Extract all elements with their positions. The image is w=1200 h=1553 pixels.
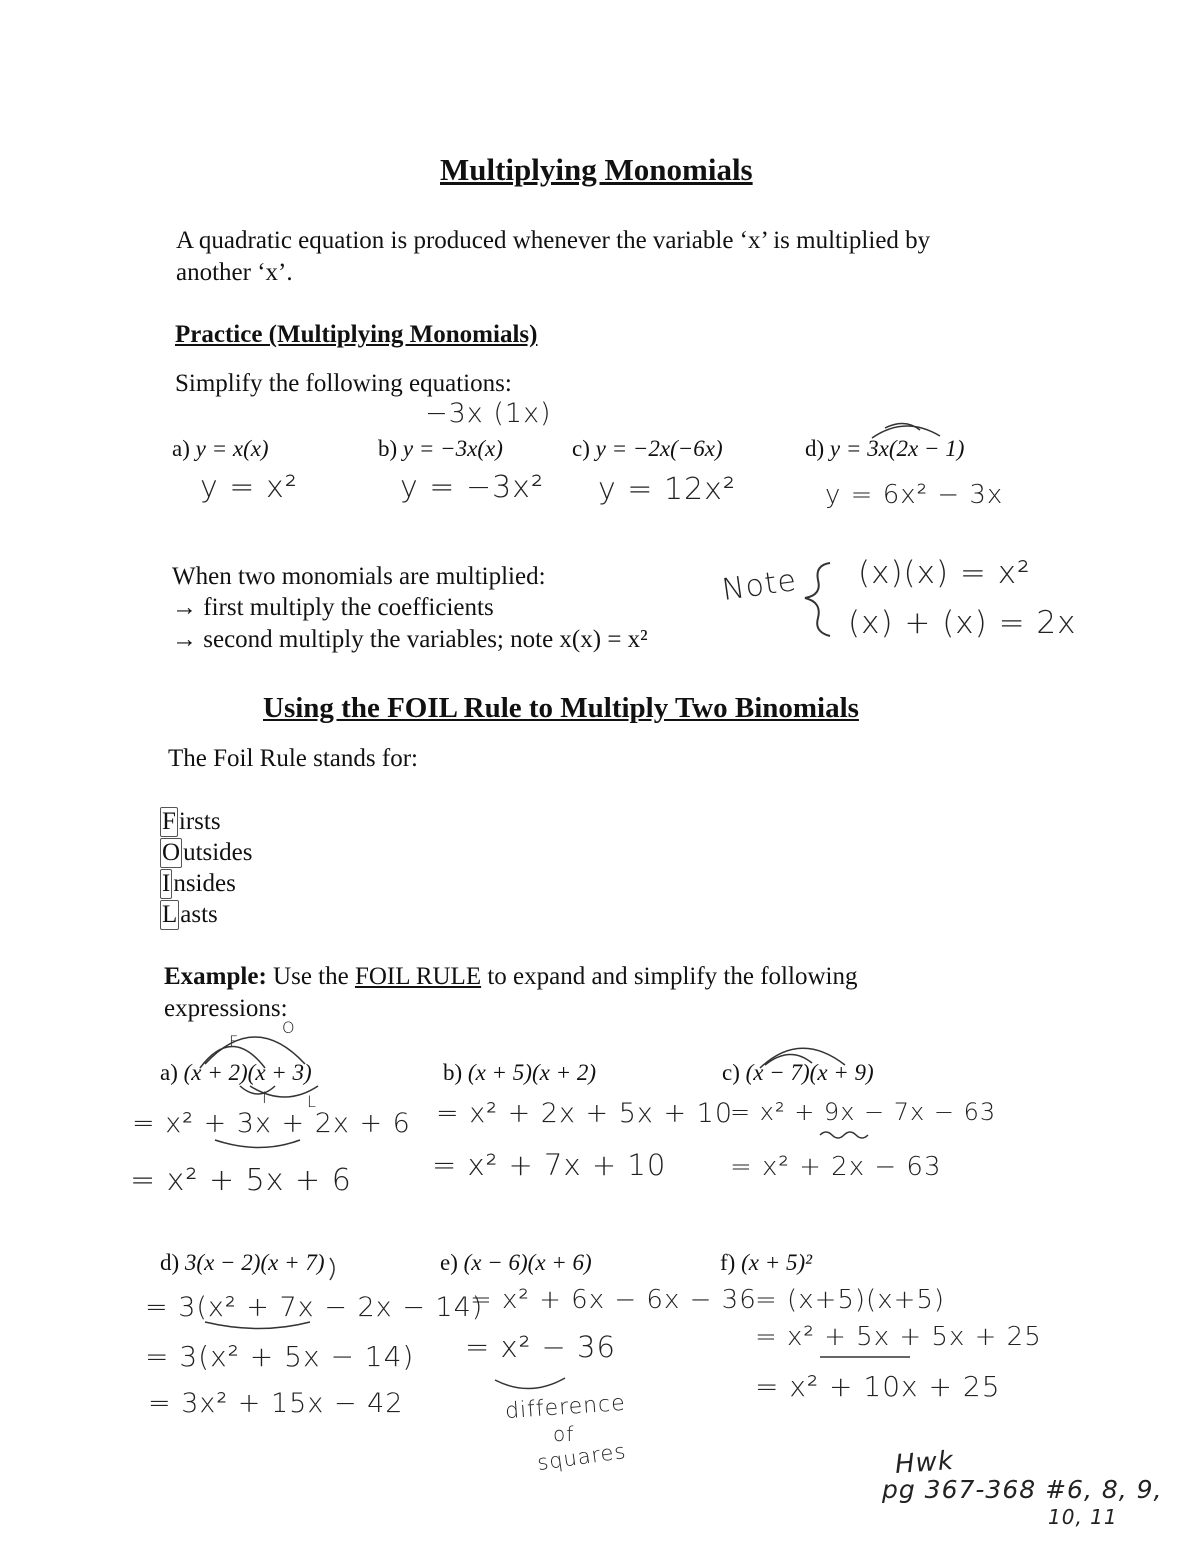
distribution-arc-d	[872, 426, 940, 438]
example-d-step-2: = 3(x² + 5x − 14)	[145, 1340, 415, 1373]
foil-word-firsts: F irsts	[162, 808, 221, 835]
bracket-mark-d	[330, 1258, 334, 1280]
practice-answer-d: y = 6x² − 3x	[825, 480, 1004, 510]
foil-initial: L	[162, 901, 178, 928]
difference-underline-e	[495, 1378, 565, 1389]
intro-paragraph: A quadratic equation is produced whenever the variable ‘x’ is multiplied by another ‘x’.	[176, 227, 931, 286]
practice-answer-b: y = −3x²	[400, 470, 544, 505]
foil-mark-inside: I	[262, 1088, 268, 1107]
example-d-step-3: = 3x² + 15x − 42	[148, 1388, 404, 1419]
page-title: Multiplying Monomials	[440, 152, 753, 187]
difference-note-line-2: of	[553, 1422, 575, 1446]
example-c-step-2: = x² + 2x − 63	[730, 1152, 942, 1182]
foil-mark-outside: O	[282, 1018, 296, 1037]
foil-initial: O	[162, 839, 181, 866]
example-f-step-1: = (x+5)(x+5)	[755, 1285, 946, 1315]
problem-expression: y = x(x)	[195, 436, 269, 461]
foil-heading: Using the FOIL Rule to Multiply Two Binomials	[263, 692, 859, 724]
foil-word-outsides: O utsides	[162, 839, 253, 866]
foil-arc-outside	[205, 1037, 305, 1064]
foil-initial: F	[162, 808, 176, 835]
foil-initial: I	[162, 870, 171, 897]
example-e-step-2: = x² − 36	[465, 1330, 616, 1364]
example-f-step-3: = x² + 10x + 25	[755, 1370, 1001, 1403]
problem-label: a)	[172, 436, 190, 461]
arrow-right-icon: →	[172, 626, 197, 653]
example-c-step-1: = x² + 9x − 7x − 63	[730, 1098, 997, 1126]
example-b-step-2: = x² + 7x + 10	[432, 1148, 667, 1182]
foil-arc-c-inner	[765, 1054, 812, 1065]
difference-note-line-1: difference	[504, 1390, 627, 1425]
foil-arc-last	[250, 1086, 318, 1097]
note-line-2: (x) + (x) = 2x	[848, 605, 1077, 641]
example-a-step-2: = x² + 5x + 6	[130, 1163, 352, 1198]
like-terms-squiggle-c	[820, 1132, 868, 1138]
problem-expression: y = 3x(2x − 1)	[829, 436, 965, 461]
example-a: a) (x + 2)(x + 3)	[160, 1060, 312, 1085]
example-e: e) (x − 6)(x + 6)	[440, 1250, 592, 1275]
like-terms-underline-a	[215, 1140, 300, 1148]
example-a-step-1: = x² + 3x + 2x + 6	[132, 1108, 411, 1139]
example-c: c) (x − 7)(x + 9)	[722, 1060, 874, 1085]
homework-line-2: 10, 11	[1048, 1505, 1118, 1529]
practice-work-b: −3x (1x)	[425, 398, 552, 429]
practice-answer-a: y = x²	[200, 470, 298, 505]
foil-word-lasts: L asts	[162, 901, 218, 928]
rule-step-2: → second multiply the variables; note x(x) = x²	[172, 626, 648, 653]
foil-arc-c-outer	[760, 1048, 845, 1068]
note-line-1: (x)(x) = x²	[858, 555, 1031, 591]
like-terms-underline-d	[205, 1322, 310, 1329]
example-b: b) (x + 5)(x + 2)	[443, 1060, 597, 1085]
problem-label: c)	[572, 436, 590, 461]
foil-word-insides: I nsides	[162, 870, 236, 897]
homework-line-1: pg 367-368 #6, 8, 9,	[882, 1475, 1163, 1504]
practice-heading: Practice (Multiplying Monomials)	[175, 321, 538, 348]
example-instruction: Example: Use the FOIL RULE to expand and simplify the following	[164, 963, 858, 990]
arrow-right-icon: →	[172, 594, 197, 621]
rules-lead: When two monomials are multiplied:	[172, 563, 546, 590]
foil-mark-first: F	[229, 1032, 240, 1051]
example-d-step-1: = 3(x² + 7x − 2x − 14)	[145, 1292, 484, 1323]
simplify-instruction: Simplify the following equations:	[175, 370, 512, 397]
homework-label: Hwk	[894, 1445, 955, 1481]
foil-arc-first	[200, 1047, 265, 1069]
example-b-step-1: = x² + 2x + 5x + 10	[436, 1098, 734, 1129]
rule-step-1: → first multiply the coefficients	[172, 594, 494, 621]
foil-mark-last: L	[307, 1092, 317, 1111]
example-f-step-2: = x² + 5x + 5x + 25	[755, 1322, 1042, 1352]
example-f: f) (x + 5)²	[720, 1250, 813, 1275]
problem-label: d)	[805, 436, 825, 461]
foil-intro: The Foil Rule stands for:	[168, 745, 418, 772]
practice-answer-c: y = 12x²	[598, 472, 736, 507]
note-brace	[805, 563, 830, 636]
problem-expression: y = −2x(−6x)	[595, 436, 723, 461]
problem-expression: y = −3x(x)	[402, 436, 503, 461]
example-e-step-1: = x² + 6x − 6x − 36	[470, 1285, 757, 1315]
note-label: Note	[719, 562, 800, 609]
problem-label: b)	[378, 436, 398, 461]
example-instruction-line-2: expressions:	[164, 995, 288, 1022]
example-d: d) 3(x − 2)(x + 7)	[160, 1250, 325, 1275]
difference-note-line-3: squares	[535, 1438, 628, 1476]
